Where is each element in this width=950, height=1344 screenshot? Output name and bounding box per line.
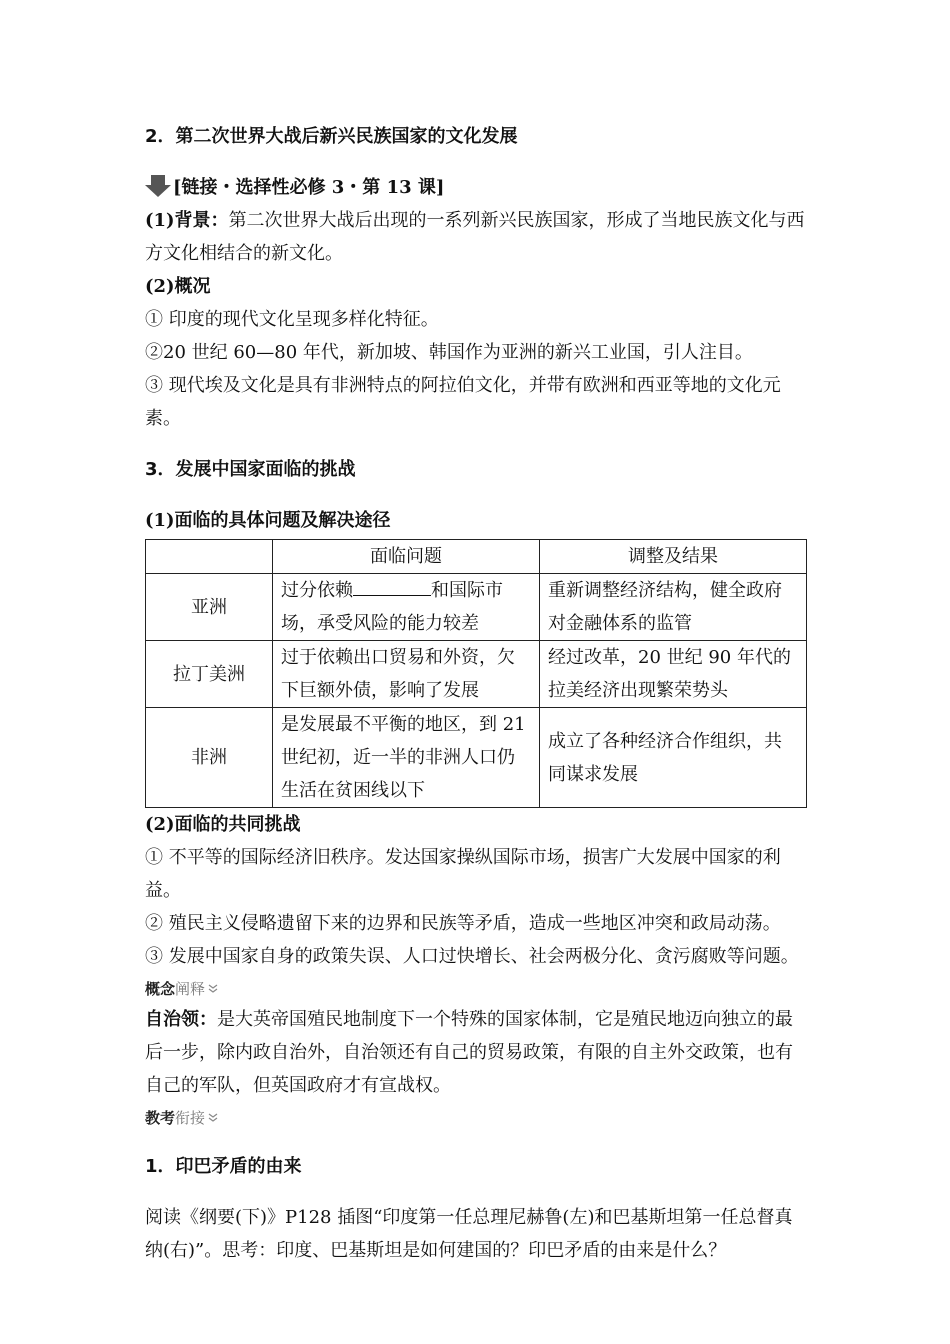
overview-item: ②20 世纪 60—80 年代，新加坡、韩国作为亚洲的新兴工业国，引人注目。 (145, 342, 753, 363)
background-label: (1)背景： (145, 210, 229, 231)
teach-label-light: 衔接 (175, 1109, 206, 1127)
double-chevron-down-icon (207, 1113, 219, 1123)
section3-sub1: (1)面临的具体问题及解决途径 (145, 510, 391, 531)
teach-paragraph: 阅读《纲要(下)》P128 插图“印度第一任总理尼赫鲁(左)和巴基斯坦第一任总督真纳(右)”。思考：印度、巴基斯坦是如何建国的？印巴矛盾的由来是什么？ (145, 1207, 793, 1261)
concept-paragraph (145, 1003, 807, 1102)
table-row (146, 574, 807, 641)
fill-in-blank[interactable] (353, 575, 431, 596)
background-text: 第二次世界大战后出现的一系列新兴民族国家，形成了当地民族文化与西方文化相结合的新文化。 (145, 210, 805, 264)
teach-title: 1．印巴矛盾的由来 (145, 1156, 302, 1177)
down-arrow-icon (145, 175, 171, 197)
section2-title: 2．第二次世界大战后新兴民族国家的文化发展 (145, 126, 518, 147)
concept-term: 自治领： (145, 1009, 217, 1030)
problem-text: 过分依赖 (281, 580, 353, 601)
result-cell: 重新调整经济结构，健全政府对金融体系的监管 (540, 574, 807, 641)
teach-label (145, 1104, 807, 1132)
concept-text: 是大英帝国殖民地制度下一个特殊的国家体制，它是殖民地迈向独立的最后一步，除内政自治外，自治领还有自己的贸易政策，有限的自主外交政策，也有自己的军队，但英国政府才有宣战权。 (145, 1009, 793, 1096)
challenges-table (145, 539, 807, 808)
table-header-cell: 调整及结果 (540, 540, 807, 574)
concept-label-strong: 概念 (145, 980, 176, 998)
concept-label (145, 975, 807, 1003)
teach-label-strong: 教考 (145, 1109, 176, 1127)
section3-title: 3．发展中国家面临的挑战 (145, 459, 356, 480)
problem-cell (273, 574, 540, 641)
background-paragraph (145, 204, 807, 270)
table-header-cell: 面临问题 (273, 540, 540, 574)
double-chevron-down-icon (207, 984, 219, 994)
challenge-item: ① 不平等的国际经济旧秩序。发达国家操纵国际市场，损害广大发展中国家的利益。 (145, 847, 781, 901)
problem-cell: 是发展最不平衡的地区，到 21 世纪初，近一半的非洲人口仍生活在贫困线以下 (273, 708, 540, 808)
overview-label: (2)概况 (145, 276, 211, 297)
table-header-row (146, 540, 807, 574)
table-row (146, 708, 807, 808)
document-page (145, 120, 807, 1267)
challenge-item: ③ 发展中国家自身的政策失误、人口过快增长、社会两极分化、贪污腐败等问题。 (145, 946, 799, 967)
region-cell: 拉丁美洲 (146, 641, 273, 708)
section3-sub2: (2)面临的共同挑战 (145, 814, 301, 835)
region-cell: 亚洲 (146, 574, 273, 641)
overview-item: ③ 现代埃及文化是具有非洲特点的阿拉伯文化，并带有欧洲和西亚等地的文化元素。 (145, 375, 781, 429)
result-cell: 经过改革，20 世纪 90 年代的拉美经济出现繁荣势头 (540, 641, 807, 708)
challenge-item: ② 殖民主义侵略遗留下来的边界和民族等矛盾，造成一些地区冲突和政局动荡。 (145, 913, 781, 934)
table-row (146, 641, 807, 708)
problem-cell: 过于依赖出口贸易和外资，欠下巨额外债，影响了发展 (273, 641, 540, 708)
link-reference (145, 171, 807, 204)
link-label: [链接・选择性必修 3・第 13 课] (173, 177, 445, 198)
overview-item: ① 印度的现代文化呈现多样化特征。 (145, 309, 439, 330)
problem-text: 和国际市场，承受风险的能力较差 (281, 580, 503, 634)
table-header-cell (146, 540, 273, 574)
region-cell: 非洲 (146, 708, 273, 808)
result-cell: 成立了各种经济合作组织，共同谋求发展 (540, 708, 807, 808)
concept-label-light: 阐释 (175, 980, 206, 998)
